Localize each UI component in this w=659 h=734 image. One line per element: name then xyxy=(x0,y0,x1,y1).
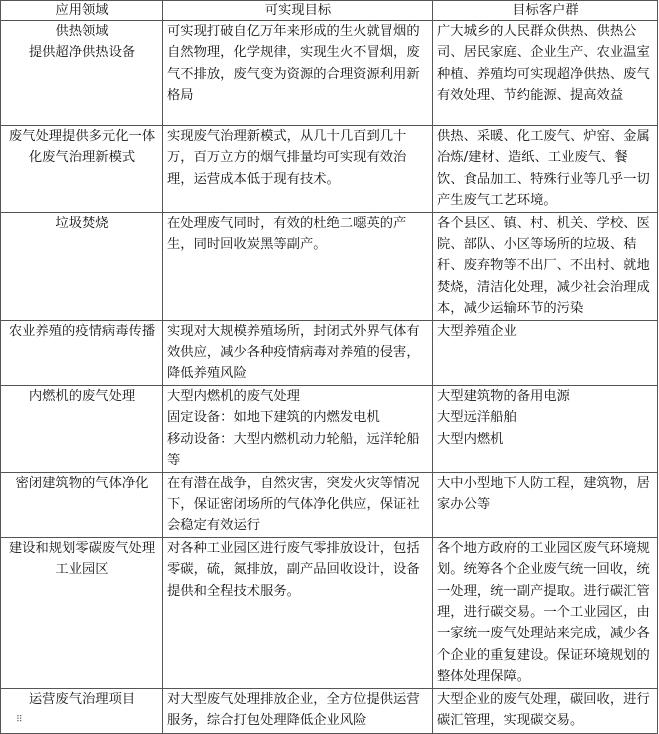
customers-cell xyxy=(433,320,658,385)
customers-cell xyxy=(433,21,658,126)
table-row xyxy=(1,126,658,213)
goal-line: 移动设备：大型内燃机动力轮船，远洋轮船等 xyxy=(167,431,420,469)
customers-line: 大型远洋船舶 xyxy=(437,410,517,426)
domain-cell xyxy=(1,21,163,126)
table-row xyxy=(1,537,658,688)
customers-cell xyxy=(433,688,658,733)
goal-cell xyxy=(163,537,433,688)
domain-cell xyxy=(1,212,163,320)
goal-text: 对大型废气处理排放企业，全方位提供运营服务，综合打包处理降低企业风险 xyxy=(167,691,420,728)
table-row xyxy=(1,688,658,733)
table-row xyxy=(1,21,658,126)
customers-text: 各个县区、镇、村、机关、学校、医院、部队、小区等场所的垃圾、秸秆、废弃物等不出厂、不出村、就地焚烧，清洁化处理，减少社会治理成本，减少运输环节的污染 xyxy=(437,215,650,317)
goal-text: 实现废气治理新模式，从几十几百到几十万，百万立方的烟气排量均可实现有效治理，运营成本低于现有技术。 xyxy=(167,129,407,187)
domain-line: 垃圾焚烧 xyxy=(55,215,109,231)
domain-line: 供热领域 xyxy=(55,24,109,39)
goal-cell xyxy=(163,385,433,472)
header-achievable-goal: 可实现目标 xyxy=(163,1,433,21)
goal-text: 在有潜在战争，自然灾害，突发火灾等情况下，保证密闭场所的气体净化供应，保证社会稳定有效运行 xyxy=(167,475,420,534)
domain-cell xyxy=(1,472,163,537)
goal-cell xyxy=(163,21,433,126)
goal-cell xyxy=(163,472,433,537)
domain-cell xyxy=(1,126,163,213)
table-row xyxy=(1,385,658,472)
customers-text: 广大城乡的人民群众供热、供热公司、居民家庭、企业生产、农业温室种植、养殖均可实现超净供热、废气有效处理、节约能源、提高效益 xyxy=(437,24,650,104)
table-row xyxy=(1,212,658,320)
header-application-domain: 应用领域 xyxy=(1,1,163,21)
goal-cell xyxy=(163,126,433,213)
goal-cell xyxy=(163,320,433,385)
goal-line: 固定设备：如地下建筑的内燃发电机 xyxy=(167,410,380,426)
domain-line: 农业养殖的疫情病毒传播 xyxy=(8,323,156,339)
domain-cell xyxy=(1,320,163,385)
goal-cell xyxy=(163,212,433,320)
domain-cell xyxy=(1,537,163,688)
customers-text: 大中小型地下人防工程，建筑物，居家办公等 xyxy=(437,475,650,512)
domain-line: 内燃机的废气处理 xyxy=(28,388,136,404)
customers-line: 大型建筑物的备用电源 xyxy=(437,388,570,404)
table-row xyxy=(1,472,658,537)
domain-line: 提供超净供热设备 xyxy=(28,45,136,61)
header-target-customers: 目标客户群 xyxy=(433,1,658,21)
customers-cell xyxy=(433,472,658,537)
customers-text: 大型养殖企业 xyxy=(437,323,517,339)
goal-text: 可实现打破自亿万年来形成的生火就冒烟的自然物理，化学规律，实现生火不冒烟，废气不排放，废气变为资源的合理资源利用新格局 xyxy=(167,24,420,104)
customers-cell xyxy=(433,537,658,688)
customers-cell xyxy=(433,385,658,472)
domain-line: 建设和规划零碳废气处理工业园区 xyxy=(8,540,156,578)
domain-line: 运营废气治理项目 xyxy=(28,691,136,707)
domain-cell xyxy=(1,385,163,472)
customers-line: 大型内燃机 xyxy=(437,431,504,447)
table-row xyxy=(1,320,658,385)
goal-text: 实现对大规模养殖场所，封闭式外界气体有效供应，减少各种疫情病毒对养殖的侵害，降低养殖风险 xyxy=(167,323,420,382)
domain-line: 密闭建筑物的气体净化 xyxy=(15,475,149,491)
domain-cell xyxy=(1,688,163,733)
customers-text: 供热、采暖、化工废气、炉窑、金属冶炼/建材、造纸、工业废气、餐饮、食品加工、特殊行业等几乎一切产生废气工艺环境。 xyxy=(437,129,650,209)
domain-line: 废气处理提供多元化一体化废气治理新模式 xyxy=(8,129,156,166)
goal-cell xyxy=(163,688,433,733)
customers-text: 大型企业的废气处理，碳回收，进行碳汇管理，实现碳交易。 xyxy=(437,691,650,728)
table-move-handle-icon[interactable]: ⠿ xyxy=(16,715,22,725)
goal-text: 在处理废气同时，有效的杜绝二噁英的产生，同时回收炭黑等副产。 xyxy=(167,215,407,253)
goal-text: 对各种工业园区进行废气零排放设计，包括零碳，硫，氮排放，副产品回收设计，设备提供和全程技术服务。 xyxy=(167,540,420,599)
customers-cell xyxy=(433,212,658,320)
table-header-row xyxy=(1,1,658,21)
customers-cell xyxy=(433,126,658,213)
customers-text: 各个地方政府的工业园区废气环境规划。统筹各个企业废气统一回收，统一处理，统一副产提取。进行碳汇管理，进行碳交易。一个工业园区，由一家统一废气处理站来完成，减少各个企业的重复建设。保证环境规划的整体处理保障。 xyxy=(437,540,650,685)
goal-line: 大型内燃机的废气处理 xyxy=(167,388,300,404)
